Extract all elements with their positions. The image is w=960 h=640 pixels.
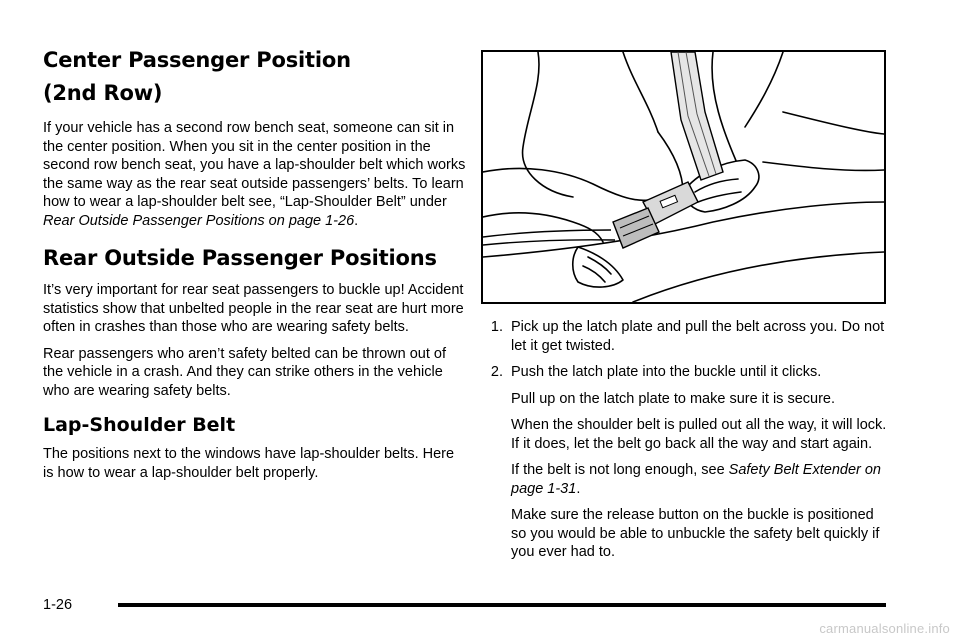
step-2-text: Push the latch plate into the buckle until it clicks. xyxy=(511,364,822,380)
page-number: 1-26 xyxy=(43,597,73,613)
belt-lock-paragraph: When the shoulder belt is pulled out all the way, it will lock. If it does, let the belt go back all the way and start again. xyxy=(511,417,887,452)
step-2-number: 2. xyxy=(490,364,503,380)
step-1 xyxy=(481,318,891,355)
rear-paragraph-2: Rear passengers who aren’t safety belted can be thrown out of the vehicle in a crash. And they can strike others in the vehicle who are wearing safety belts. xyxy=(43,345,447,399)
center-body-reference[interactable]: Rear Outside Passenger Positions on page 1-26 xyxy=(43,212,355,229)
step-1-number: 1. xyxy=(490,319,503,335)
pull-up-paragraph: Pull up on the latch plate to make sure it is secure. xyxy=(511,390,836,407)
seatbelt-illustration xyxy=(481,50,886,304)
center-passenger-heading xyxy=(43,44,468,110)
rear-outside-heading: Rear Outside Passenger Positions xyxy=(43,246,437,270)
left-column xyxy=(43,44,468,490)
instructions xyxy=(481,318,891,570)
step-1-text: Pick up the latch plate and pull the belt across you. Do not let it get twisted. xyxy=(511,319,885,354)
extender-paragraph xyxy=(511,461,891,498)
shoulder-belt xyxy=(671,52,723,180)
center-body-suffix: . xyxy=(354,212,359,229)
extender-reference[interactable]: Safety Belt Extender on page 1-31 xyxy=(511,462,881,497)
extender-suffix: . xyxy=(576,480,581,497)
extender-text: If the belt is not long enough, see xyxy=(511,462,729,478)
lap-shoulder-paragraph: The positions next to the windows have lap-shoulder belts. Here is how to wear a lap-shoulder belt properly. xyxy=(43,446,455,481)
center-passenger-paragraph xyxy=(43,119,468,230)
center-heading-line2: (2nd Row) xyxy=(43,81,163,105)
center-heading-line1: Center Passenger Position xyxy=(43,48,351,72)
release-button-paragraph: Make sure the release button on the buckle is positioned so you would be able to unbuckle the safety belt quickly if you ever had to. xyxy=(511,507,880,560)
step-2 xyxy=(481,363,891,382)
seatbelt-drawing xyxy=(483,52,884,302)
watermark: carmanualsonline.info xyxy=(819,621,950,636)
center-body-text: If your vehicle has a second row bench seat, someone can sit in the center position. When you sit in the center position in the second row bench seat, you have a lap-shoulder belt which works the same way as the rear seat outside passengers’ belts. To learn how to wear a lap-shoulder belt see, “Lap-Shoulder Belt” under xyxy=(43,120,466,210)
lap-shoulder-heading: Lap-Shoulder Belt xyxy=(43,414,236,436)
footer-rule xyxy=(118,603,886,607)
rear-paragraph-1: It’s very important for rear seat passengers to buckle up! Accident statistics show that unbelted people in the rear seat are hurt more often in crashes than those who are wearing safety belts. xyxy=(43,282,464,335)
